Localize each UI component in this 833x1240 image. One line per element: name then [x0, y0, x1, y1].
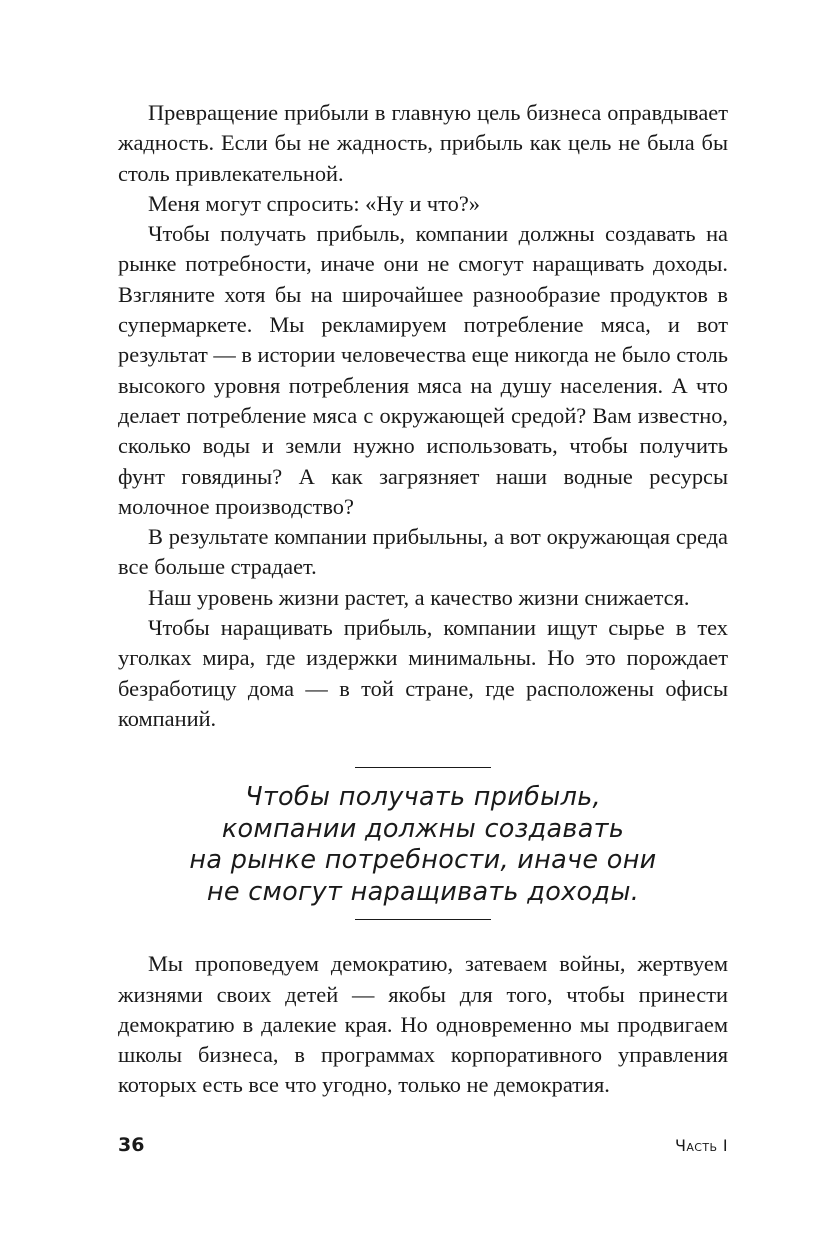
pull-quote-block [118, 767, 728, 920]
pull-quote-line: на рынке потребности, иначе они [189, 845, 657, 876]
pull-quote-line: компании должны создавать [221, 813, 625, 844]
page-footer [118, 1134, 728, 1160]
paragraph-1: Превращение прибыли в главную цель бизнеса оправдывает жадность. Если бы не жадность, прибыль как цель не была бы столь привлекательной. [118, 100, 728, 186]
pull-quote-bottom-rule [355, 919, 491, 920]
running-head: Часть I [674, 1136, 728, 1155]
pull-quote-line: не смогут наращивать доходы. [206, 876, 640, 907]
paragraph-3: Чтобы получать прибыль, компании должны создавать на рынке потребности, иначе они не смогут наращивать доходы. Взгляните хотя бы на широчайшее разнообразие продуктов в супермаркете. Мы рекламируем потребление мяса, и вот результат — в истории человечества еще никогда не было столь высокого уровня потребления мяса на душу населения. А что делает потребление мяса с окружающей средой? Вам известно, сколько воды и земли нужно использовать, чтобы получить фунт говядины? А как загрязняет наши водные ресурсы молочное производство? [118, 221, 728, 519]
paragraph-after-quote: Мы проповедуем демократию, затеваем войны, жертвуем жизнями своих детей — якобы для того, чтобы принести демократию в далекие края. Но одновременно мы продвигаем школы бизнеса, в программах корпоративного управления которых есть все что угодно, только не демократия. [118, 951, 728, 1098]
paragraph-4: В результате компании прибыльны, а вот окружающая среда все больше страдает. [118, 524, 728, 580]
paragraph-5: Наш уровень жизни растет, а качество жизни снижается. [148, 584, 690, 610]
paragraph-6: Чтобы наращивать прибыль, компании ищут сырье в тех уголках мира, где издержки минимальны. Но это порождает безработицу дома — в той стране, где расположены офисы компаний. [118, 615, 728, 731]
page-body [118, 98, 728, 1101]
pull-quote [118, 782, 728, 908]
page-number: 36 [118, 1134, 145, 1156]
pull-quote-top-rule [355, 767, 491, 768]
pull-quote-line: Чтобы получать прибыль, [245, 782, 601, 813]
paragraph-2: Меня могут спросить: «Ну и что?» [148, 190, 480, 216]
